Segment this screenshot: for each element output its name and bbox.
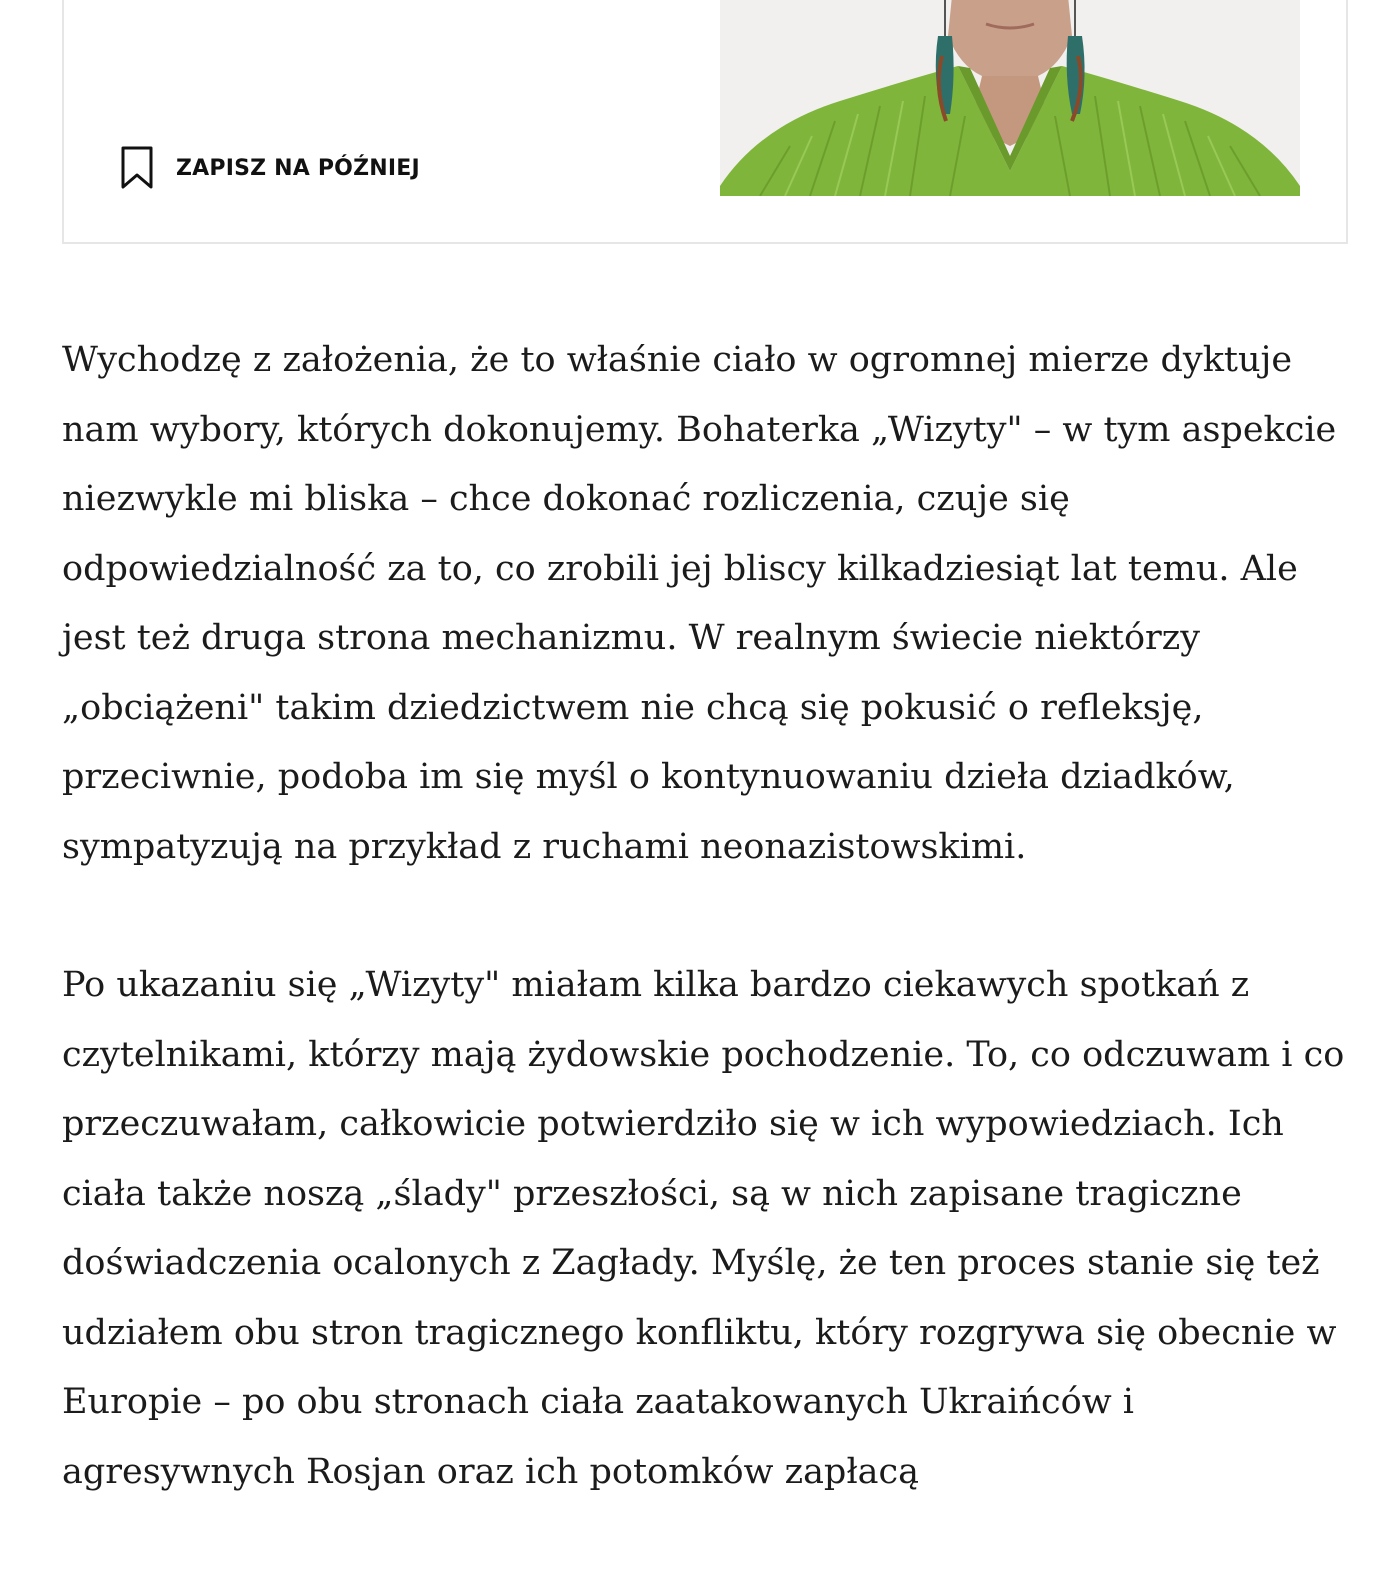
author-portrait-photo <box>720 0 1300 196</box>
bookmark-icon <box>120 146 154 190</box>
save-for-later-button[interactable] <box>120 146 420 190</box>
save-for-later-label: ZAPISZ NA PÓŹNIEJ <box>176 155 420 181</box>
article-paragraph: Po ukazaniu się „Wizyty" miałam kilka bardzo ciekawych spotkań z czytelnikami, którzy mają żydowskie pochodzenie. To, co odczuwam i co przeczuwałam, całkowicie potwierdziło się w ich wypowiedziach. Ich ciała także noszą „ślady" przeszłości, są w nich zapisane tragiczne doświadczenia ocalonych z Zagłady. Myślę, że ten proces stanie się też udziałem obu stron tragicznego konfliktu, który rozgrywa się obecnie w Europie – po obu stronach ciała zaatakowanych Ukraińców i agresywnych Rosjan oraz ich potomków zapłacą <box>62 965 1345 1492</box>
article-paragraph: Wychodzę z założenia, że to właśnie ciało w ogromnej mierze dyktuje nam wybory, których dokonujemy. Bohaterka „Wizyty" – w tym aspekcie niezwykle mi bliska – chce dokonać rozliczenia, czuje się odpowiedzialność za to, co zrobili jej bliscy kilkadziesiąt lat temu. Ale jest też druga strona mechanizmu. W realnym świecie niektórzy „obciążeni" takim dziedzictwem nie chcą się pokusić o refleksję, przeciwnie, podoba im się myśl o kontynuowaniu dzieła dziadków, sympatyzują na przykład z ruchami neonazistowskimi. <box>62 340 1337 867</box>
article-body <box>62 326 1357 1576</box>
article-teaser-card <box>62 0 1348 244</box>
